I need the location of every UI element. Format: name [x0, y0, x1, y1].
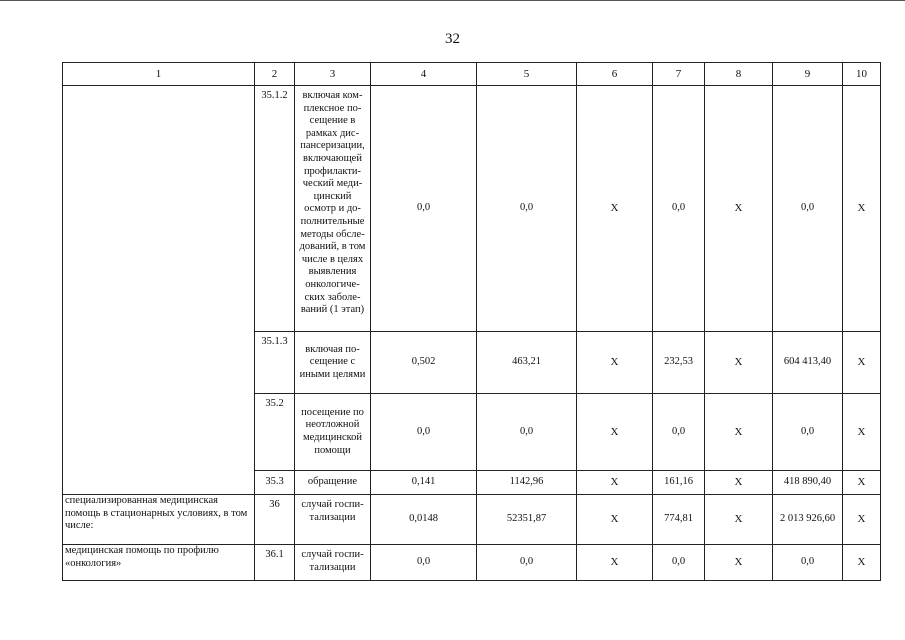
row-number-cell: 36.1	[255, 545, 295, 581]
row-label-cell: специализированная медицинская помощь в стационарных условиях, в том числе:	[63, 495, 255, 545]
scan-edge-line	[0, 0, 905, 1]
value-cell: 0,0	[773, 545, 843, 581]
value-cell: X	[577, 545, 653, 581]
value-cell: 774,81	[653, 495, 705, 545]
value-cell: X	[843, 332, 881, 394]
value-cell: 463,21	[477, 332, 577, 394]
value-cell: 232,53	[653, 332, 705, 394]
value-cell: 0,0	[653, 545, 705, 581]
value-cell: X	[843, 471, 881, 495]
value-cell: X	[577, 86, 653, 332]
col-header: 5	[477, 63, 577, 86]
col-header: 7	[653, 63, 705, 86]
value-cell: X	[577, 471, 653, 495]
value-cell: 0,502	[371, 332, 477, 394]
value-cell: 604 413,40	[773, 332, 843, 394]
row-label-cell	[63, 86, 255, 495]
row-number-cell: 35.3	[255, 471, 295, 495]
row-number-cell: 35.1.3	[255, 332, 295, 394]
value-cell: 0,0	[371, 394, 477, 471]
value-cell: X	[705, 545, 773, 581]
value-cell: 0,0	[477, 394, 577, 471]
unit-cell: включая по- сещение с иными целями	[295, 332, 371, 394]
value-cell: X	[843, 394, 881, 471]
page-number: 32	[445, 31, 460, 47]
col-header: 4	[371, 63, 477, 86]
value-cell: X	[577, 332, 653, 394]
value-cell: 0,0	[773, 86, 843, 332]
value-cell: 161,16	[653, 471, 705, 495]
value-cell: X	[705, 394, 773, 471]
col-header: 10	[843, 63, 881, 86]
unit-cell: посещение по неотложной медицинской помощи	[295, 394, 371, 471]
value-cell: X	[577, 394, 653, 471]
row-number-cell: 35.2	[255, 394, 295, 471]
row-number-cell: 36	[255, 495, 295, 545]
col-header: 6	[577, 63, 653, 86]
row-number-cell: 35.1.2	[255, 86, 295, 332]
value-cell: 0,0	[477, 545, 577, 581]
value-cell: X	[843, 545, 881, 581]
unit-cell: обращение	[295, 471, 371, 495]
unit-cell: включая ком- плексное по- сещение в рамках дис- пансеризации, включающей профилакти- ческий меди- цинский осмотр и до- полнительные методы обсле- дований, в том числе в целях выявления онкологиче- ских заболе- ваний (1 этап)	[295, 86, 371, 332]
value-cell: 418 890,40	[773, 471, 843, 495]
value-cell: 0,0	[477, 86, 577, 332]
value-cell: X	[705, 86, 773, 332]
value-cell: 0,0148	[371, 495, 477, 545]
value-cell: X	[843, 495, 881, 545]
value-cell: X	[577, 495, 653, 545]
value-cell: 0,0	[773, 394, 843, 471]
row-label-cell: медицинская помощь по профилю «онкология»	[63, 545, 255, 581]
value-cell: X	[705, 332, 773, 394]
table-row	[63, 545, 881, 581]
value-cell: 1142,96	[477, 471, 577, 495]
unit-cell: случай госпи- тализации	[295, 545, 371, 581]
table-row	[63, 86, 881, 332]
value-cell: 0,0	[371, 86, 477, 332]
value-cell: 2 013 926,60	[773, 495, 843, 545]
unit-cell: случай госпи- тализации	[295, 495, 371, 545]
value-cell: 0,0	[371, 545, 477, 581]
value-cell: 0,0	[653, 394, 705, 471]
col-header: 1	[63, 63, 255, 86]
data-table	[62, 62, 881, 581]
value-cell: X	[705, 495, 773, 545]
header-row	[63, 63, 881, 86]
value-cell: 0,0	[653, 86, 705, 332]
col-header: 9	[773, 63, 843, 86]
col-header: 3	[295, 63, 371, 86]
value-cell: X	[705, 471, 773, 495]
table-row	[63, 495, 881, 545]
col-header: 8	[705, 63, 773, 86]
value-cell: X	[843, 86, 881, 332]
value-cell: 52351,87	[477, 495, 577, 545]
value-cell: 0,141	[371, 471, 477, 495]
col-header: 2	[255, 63, 295, 86]
